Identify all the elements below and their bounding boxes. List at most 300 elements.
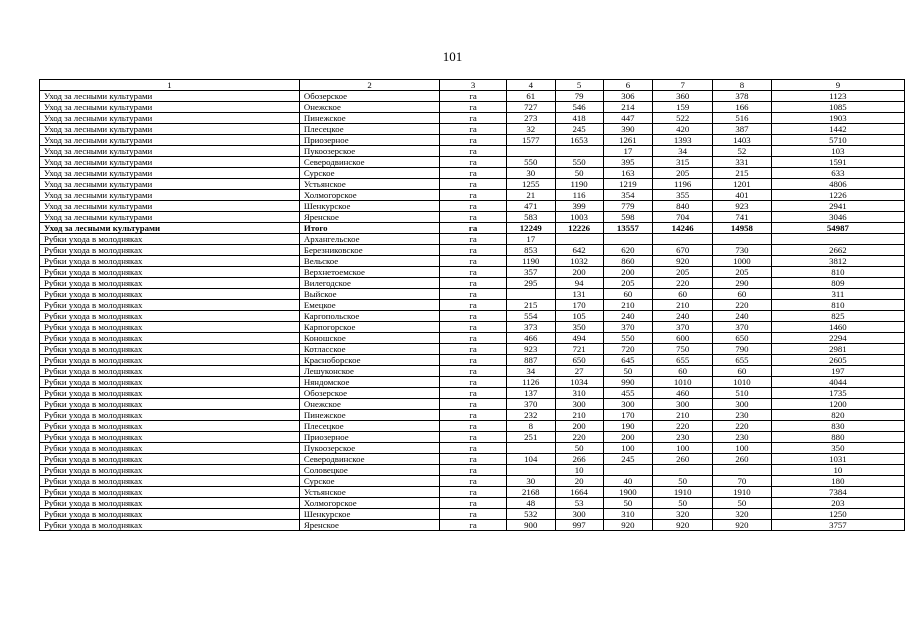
table-cell: Уход за лесными культурами [40,201,300,212]
table-cell: 200 [555,421,603,432]
table-cell: Карпогорское [299,322,439,333]
table-cell: 295 [506,278,555,289]
table-cell: Уход за лесными культурами [40,135,300,146]
table-cell: 5710 [771,135,904,146]
table-cell: 32 [506,124,555,135]
table-cell: 311 [771,289,904,300]
column-header: 3 [440,80,507,91]
table-cell: Рубки ухода в молодняках [40,267,300,278]
table-cell: га [440,454,507,465]
table-row [40,520,905,531]
table-cell: Коношское [299,333,439,344]
table-row [40,234,905,245]
table-cell: Красноборское [299,355,439,366]
table-cell: Березниковское [299,245,439,256]
table-cell: 1032 [555,256,603,267]
table-cell: 1085 [771,102,904,113]
table-cell: Рубки ухода в молодняках [40,421,300,432]
table-cell: 2662 [771,245,904,256]
table-cell [713,234,772,245]
table-cell: га [440,234,507,245]
table-cell: Пукоозерское [299,443,439,454]
table-cell: 245 [603,454,653,465]
table-row [40,399,905,410]
table-row [40,278,905,289]
table-row [40,135,905,146]
table-cell: Пукоозерское [299,146,439,157]
table-cell: га [440,300,507,311]
table-cell [555,234,603,245]
table-row [40,377,905,388]
page-number: 101 [442,49,463,64]
table-cell: 52 [713,146,772,157]
table-cell [653,234,713,245]
table-cell: 8 [506,421,555,432]
table-cell: 990 [603,377,653,388]
table-cell: га [440,432,507,443]
table-row [40,476,905,487]
table-cell: 61 [506,91,555,102]
table-cell: 1219 [603,179,653,190]
table-cell: 1126 [506,377,555,388]
table-cell: 245 [555,124,603,135]
table-cell: Рубки ухода в молодняках [40,476,300,487]
table-cell: 50 [603,366,653,377]
table-row [40,267,905,278]
table-cell: 357 [506,267,555,278]
table-cell: 350 [771,443,904,454]
table-cell: 471 [506,201,555,212]
table-cell: га [440,212,507,223]
table-cell: 546 [555,102,603,113]
table-cell: 54987 [771,223,904,234]
table-cell: га [440,91,507,102]
table-cell: 210 [555,410,603,421]
table-cell: 50 [603,498,653,509]
table-cell: Северодвинское [299,157,439,168]
table-cell: га [440,476,507,487]
table-cell: Рубки ухода в молодняках [40,388,300,399]
table-cell: 3757 [771,520,904,531]
table-cell: 230 [713,410,772,421]
table-cell: 1226 [771,190,904,201]
table-cell: 116 [555,190,603,201]
table-cell: Рубки ухода в молодняках [40,520,300,531]
table-cell: 1200 [771,399,904,410]
table-cell: Уход за лесными культурами [40,168,300,179]
table-cell: Рубки ухода в молодняках [40,355,300,366]
column-header: 2 [299,80,439,91]
table-cell: 40 [603,476,653,487]
table-cell: 880 [771,432,904,443]
table-cell: Пинежское [299,410,439,421]
table-cell: га [440,256,507,267]
table-cell: 104 [506,454,555,465]
table-cell: 642 [555,245,603,256]
table-cell: Верхнетоемское [299,267,439,278]
table-cell: Уход за лесными культурами [40,124,300,135]
table-cell: 306 [603,91,653,102]
table-cell: 1460 [771,322,904,333]
table-cell: 370 [603,322,653,333]
table-cell: 3046 [771,212,904,223]
table-cell: 310 [555,388,603,399]
table-cell: 1403 [713,135,772,146]
table-cell: 2168 [506,487,555,498]
table-cell: га [440,157,507,168]
table-cell: 2294 [771,333,904,344]
table-cell: га [440,278,507,289]
table-cell: 532 [506,509,555,520]
table-cell: 378 [713,91,772,102]
data-table [39,79,905,531]
table-cell: 704 [653,212,713,223]
table-cell: 1261 [603,135,653,146]
table-cell: 205 [603,278,653,289]
table-cell: 300 [603,399,653,410]
table-cell: 50 [653,476,713,487]
table-row [40,113,905,124]
table-cell: га [440,344,507,355]
table-row [40,487,905,498]
table-cell: га [440,135,507,146]
table-cell: 12249 [506,223,555,234]
table-cell: га [440,366,507,377]
table-cell: 730 [713,245,772,256]
table-cell: Рубки ухода в молодняках [40,465,300,476]
table-cell: га [440,399,507,410]
table-cell: 200 [603,432,653,443]
table-cell: Шенкурское [299,509,439,520]
table-cell: 2605 [771,355,904,366]
table-row [40,498,905,509]
table-cell: 14958 [713,223,772,234]
table-cell: 30 [506,168,555,179]
table-row [40,388,905,399]
table-cell: Яренское [299,212,439,223]
table-cell: Котласское [299,344,439,355]
table-row [40,179,905,190]
table-cell: Итого [299,223,439,234]
table-cell: 920 [653,520,713,531]
table-cell: Сурское [299,476,439,487]
table-cell: 1664 [555,487,603,498]
table-cell: 79 [555,91,603,102]
table-cell: 230 [713,432,772,443]
table-row [40,124,905,135]
table-cell: 550 [506,157,555,168]
table-cell: 50 [555,443,603,454]
table-cell: 290 [713,278,772,289]
table-cell: 210 [603,300,653,311]
table-cell: 1003 [555,212,603,223]
table-cell: 203 [771,498,904,509]
table-cell: 220 [653,421,713,432]
table-cell: 1900 [603,487,653,498]
table-cell: 516 [713,113,772,124]
table-cell: 600 [653,333,713,344]
table-cell: 2941 [771,201,904,212]
table-row [40,465,905,476]
table-cell: 48 [506,498,555,509]
table-cell: 34 [653,146,713,157]
table-cell: 1196 [653,179,713,190]
table-cell: Яренское [299,520,439,531]
table-cell: 315 [653,157,713,168]
table-cell: 920 [603,520,653,531]
table-cell: Емецкое [299,300,439,311]
table-cell: 390 [603,124,653,135]
table-cell: 997 [555,520,603,531]
table-cell: Приозерное [299,135,439,146]
table-row [40,355,905,366]
table-cell: 598 [603,212,653,223]
table-cell: 13557 [603,223,653,234]
column-header: 9 [771,80,904,91]
table-cell: Сурское [299,168,439,179]
table-cell: 727 [506,102,555,113]
table-cell: 721 [555,344,603,355]
table-cell: 1031 [771,454,904,465]
table-cell: 670 [653,245,713,256]
table-cell: 30 [506,476,555,487]
column-header: 1 [40,80,300,91]
table-cell [653,465,713,476]
table-cell: 103 [771,146,904,157]
table-cell: 418 [555,113,603,124]
table-row [40,102,905,113]
table-cell: Рубки ухода в молодняках [40,289,300,300]
table-cell: 510 [713,388,772,399]
table-cell: га [440,245,507,256]
table-cell: 300 [713,399,772,410]
table-row [40,410,905,421]
table-cell: 105 [555,311,603,322]
table-cell: га [440,388,507,399]
table-cell: 810 [771,300,904,311]
table-cell: Каргопольское [299,311,439,322]
table-cell: 210 [653,300,713,311]
table-cell: Рубки ухода в молодняках [40,333,300,344]
table-row [40,333,905,344]
table-cell: Приозерное [299,432,439,443]
table-cell: 1123 [771,91,904,102]
table-cell: 320 [653,509,713,520]
table-cell: 50 [713,498,772,509]
table-cell: га [440,168,507,179]
table-cell: 494 [555,333,603,344]
table-cell: Устьянское [299,179,439,190]
table-cell: 355 [653,190,713,201]
table-cell: 853 [506,245,555,256]
table-cell: 522 [653,113,713,124]
table-cell: 350 [555,322,603,333]
table-cell: 170 [555,300,603,311]
table-cell: 331 [713,157,772,168]
table-cell: га [440,487,507,498]
table-cell [506,146,555,157]
table-row [40,201,905,212]
table-cell: Рубки ухода в молодняках [40,509,300,520]
table-row [40,168,905,179]
table-cell: Уход за лесными культурами [40,223,300,234]
table-cell: га [440,509,507,520]
table-cell: 220 [713,300,772,311]
table-row [40,443,905,454]
table-cell: 920 [713,520,772,531]
table-cell: 2981 [771,344,904,355]
table-cell: 21 [506,190,555,201]
table-cell: 131 [555,289,603,300]
table-cell: 1201 [713,179,772,190]
table-cell: га [440,311,507,322]
table-cell: га [440,267,507,278]
table-cell: 373 [506,322,555,333]
table-cell: 923 [713,201,772,212]
table-cell: га [440,322,507,333]
table-cell: 220 [555,432,603,443]
table-cell: 215 [506,300,555,311]
table-cell: 583 [506,212,555,223]
table-cell: 251 [506,432,555,443]
table-cell: 554 [506,311,555,322]
table-cell [506,465,555,476]
table-row [40,289,905,300]
table-cell: 230 [653,432,713,443]
table-cell: Рубки ухода в молодняках [40,234,300,245]
table-cell: га [440,355,507,366]
table-cell: 741 [713,212,772,223]
table-row [40,91,905,102]
column-header: 4 [506,80,555,91]
table-cell: 354 [603,190,653,201]
table-cell: 655 [713,355,772,366]
table-cell: 370 [653,322,713,333]
table-cell: 180 [771,476,904,487]
table-cell: 12226 [555,223,603,234]
table-cell: 820 [771,410,904,421]
table-cell: Плесецкое [299,124,439,135]
table-cell: 1190 [506,256,555,267]
table-cell: 100 [603,443,653,454]
table-cell: 170 [603,410,653,421]
table-row [40,146,905,157]
table-cell: Уход за лесными культурами [40,146,300,157]
table-row [40,432,905,443]
table-cell: 779 [603,201,653,212]
table-row [40,223,905,234]
table-row [40,366,905,377]
table-row [40,311,905,322]
table-cell: 447 [603,113,653,124]
table-cell: 215 [713,168,772,179]
table-cell: 205 [713,267,772,278]
table-cell: Онежское [299,102,439,113]
table-cell: Рубки ухода в молодняках [40,245,300,256]
table-cell: га [440,498,507,509]
table-row [40,190,905,201]
table-cell: 1442 [771,124,904,135]
table-cell: 1910 [653,487,713,498]
table-cell: га [440,146,507,157]
table-cell: 370 [506,399,555,410]
table-cell: 205 [653,168,713,179]
table-cell: 240 [603,311,653,322]
table-cell: Няндомское [299,377,439,388]
table-cell [506,443,555,454]
table-cell: 370 [713,322,772,333]
table-cell: га [440,289,507,300]
table-cell: 810 [771,267,904,278]
table-cell: 840 [653,201,713,212]
table-cell: 7384 [771,487,904,498]
table-cell: 240 [653,311,713,322]
table-cell: Рубки ухода в молодняках [40,311,300,322]
table-cell: 34 [506,366,555,377]
table-cell: 200 [555,267,603,278]
table-cell: 1577 [506,135,555,146]
column-header: 7 [653,80,713,91]
table-cell: 633 [771,168,904,179]
table-cell: Рубки ухода в молодняках [40,498,300,509]
column-header: 8 [713,80,772,91]
table-cell: 1393 [653,135,713,146]
table-cell: 1010 [713,377,772,388]
table-cell: 50 [555,168,603,179]
table-cell: 550 [603,333,653,344]
table-cell: га [440,102,507,113]
table-cell: 1903 [771,113,904,124]
table-cell: Обозерское [299,388,439,399]
table-cell: Выйское [299,289,439,300]
table-cell: 14246 [653,223,713,234]
table-cell: 60 [653,366,713,377]
table-row [40,300,905,311]
table-cell: 163 [603,168,653,179]
table-cell: 460 [653,388,713,399]
table-cell: Уход за лесными культурами [40,179,300,190]
column-header: 5 [555,80,603,91]
table-row [40,256,905,267]
table-cell: 830 [771,421,904,432]
table-cell: Лешуконское [299,366,439,377]
table-cell: Рубки ухода в молодняках [40,344,300,355]
table-cell: 20 [555,476,603,487]
table-cell: 70 [713,476,772,487]
table-cell: 1010 [653,377,713,388]
table-cell: 887 [506,355,555,366]
table-row [40,157,905,168]
table-cell: Пинежское [299,113,439,124]
table-cell: 550 [555,157,603,168]
table-cell: 620 [603,245,653,256]
table-cell: 17 [603,146,653,157]
table-cell: 790 [713,344,772,355]
table-cell: 27 [555,366,603,377]
table-cell: га [440,113,507,124]
table-cell: 401 [713,190,772,201]
table-cell: 920 [653,256,713,267]
table-cell: 1190 [555,179,603,190]
table-cell [603,465,653,476]
table-cell: 100 [653,443,713,454]
table-cell: 100 [713,443,772,454]
table-cell: 220 [653,278,713,289]
table-cell: 50 [653,498,713,509]
table-cell: 387 [713,124,772,135]
table-row [40,322,905,333]
table-cell: Рубки ухода в молодняках [40,432,300,443]
